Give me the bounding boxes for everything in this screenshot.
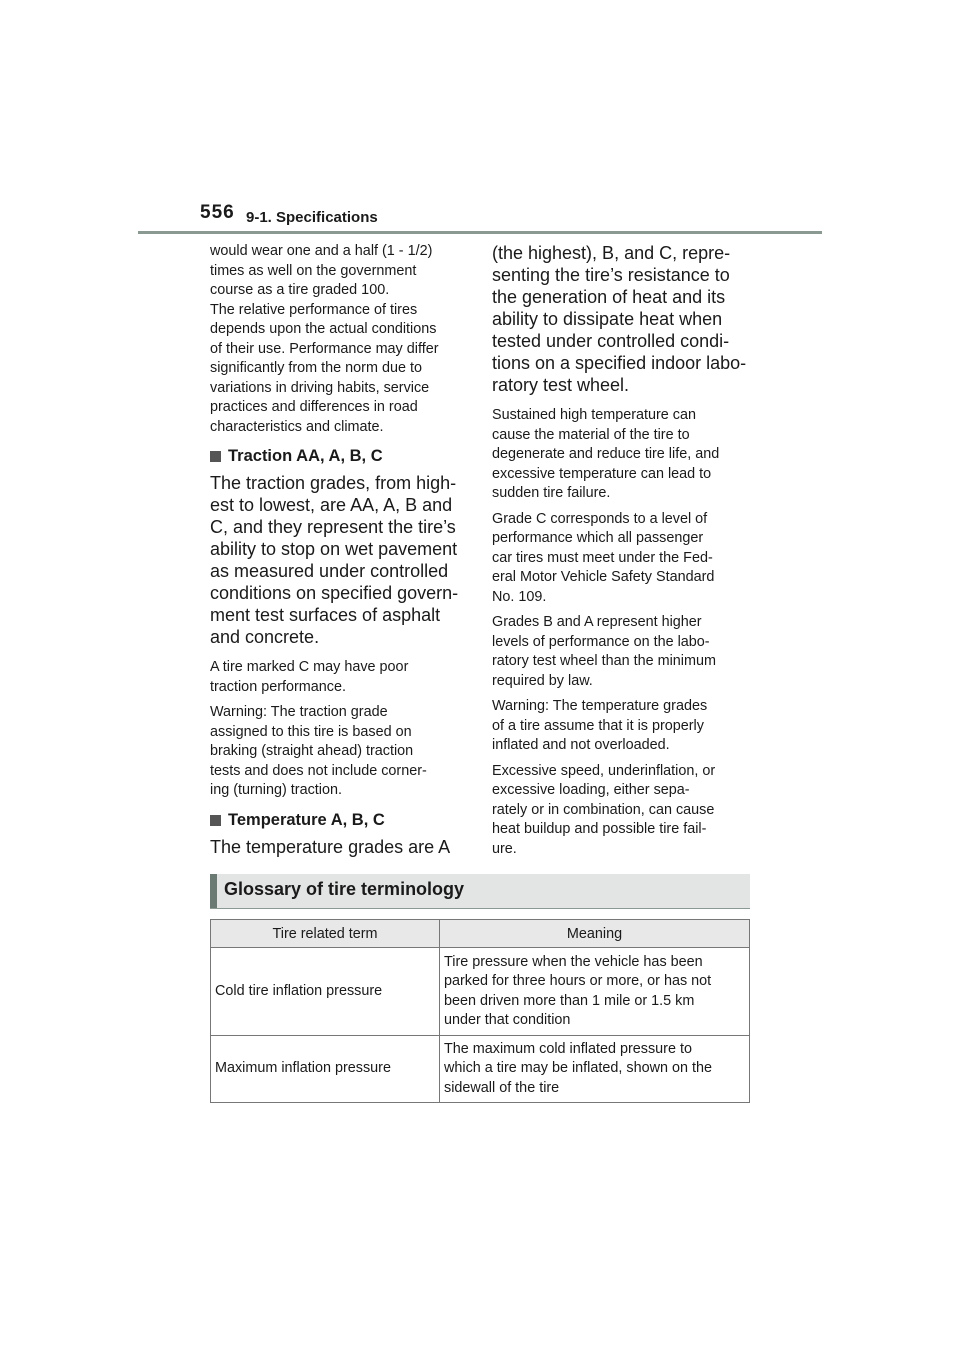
traction-heading-text: Traction AA, A, B, C: [228, 447, 383, 465]
page-number: 556: [200, 202, 235, 223]
heading-accent: [210, 874, 217, 908]
table-row: [211, 948, 750, 1036]
glossary-title: Glossary of tire terminology: [224, 879, 465, 899]
meaning-cell: Tire pressure when the vehicle has been parked for three hours or more, or has not been driven more than 1 mile or 1.5 km under that condition: [440, 948, 750, 1036]
intro-paragraph: would wear one and a half (1 - 1/2) times as well on the government course as a tire graded 100.: [210, 243, 433, 298]
left-column: [210, 242, 468, 868]
temperature-body-continued: (the highest), B, and C, repre- senting the tire’s resistance to the generation of heat and its ability to dissipate heat when tested under controlled condi- tions on a specified indoor labo- ratory test wheel.: [492, 243, 747, 395]
temperature-warning-paragraph: Warning: The temperature grades of a tire assume that it is properly inflated and not overloaded.: [492, 698, 708, 753]
grades-b-a-paragraph: Grades B and A represent higher levels of performance on the labo- ratory test wheel than the minimum required by law.: [492, 614, 716, 689]
temperature-heading-text: Temperature A, B, C: [228, 810, 385, 829]
traction-heading: [210, 447, 468, 466]
relative-performance-paragraph: The relative performance of tires depends upon the actual conditions of their use. Performance may differ significantly from the norm due to variations in driving habits, service practices and differences in road characteristics and climate.: [210, 301, 439, 435]
glossary-table: [210, 919, 750, 1103]
temperature-body: The temperature grades are A: [210, 836, 451, 857]
grade-c-paragraph: Grade C corresponds to a level of performance which all passenger car tires must meet under the Fed- eral Motor Vehicle Safety Standard No. 109.: [492, 510, 715, 605]
term-cell: Cold tire inflation pressure: [211, 948, 440, 1036]
traction-note: A tire marked C may have poor traction performance.: [210, 659, 409, 695]
temperature-heading: [210, 811, 468, 830]
excessive-speed-paragraph: Excessive speed, underinflation, or excessive loading, either sepa- rately or in combination, can cause heat buildup and possible tire fail- ure.: [492, 762, 716, 857]
sustained-temperature-paragraph: Sustained high temperature can cause the material of the tire to degenerate and reduce tire life, and excessive temperature can lead to sudden tire failure.: [492, 407, 720, 501]
right-column: [492, 242, 750, 865]
column-header-meaning: Meaning: [440, 920, 750, 948]
header-rule: [138, 231, 822, 234]
square-bullet-icon: [210, 451, 221, 462]
column-header-term: Tire related term: [211, 920, 440, 948]
traction-body: The traction grades, from high- est to lowest, are AA, A, B and C, and they represent the tire’s ability to stop on wet pavement as measured under controlled conditions on specified govern- ment test surfaces of asphalt and concrete.: [210, 473, 459, 647]
glossary-heading-bar: [210, 874, 750, 909]
square-bullet-icon: [210, 815, 221, 826]
term-cell: Maximum inflation pressure: [211, 1036, 440, 1103]
meaning-cell: The maximum cold inflated pressure to which a tire may be inflated, shown on the sidewall of the tire: [440, 1036, 750, 1103]
section-title: 9-1. Specifications: [246, 209, 378, 226]
traction-warning: Warning: The traction grade assigned to this tire is based on braking (straight ahead) traction tests and does not include corner- ing (turning) traction.: [210, 704, 427, 798]
table-row: [211, 1036, 750, 1103]
table-header-row: [211, 920, 750, 948]
